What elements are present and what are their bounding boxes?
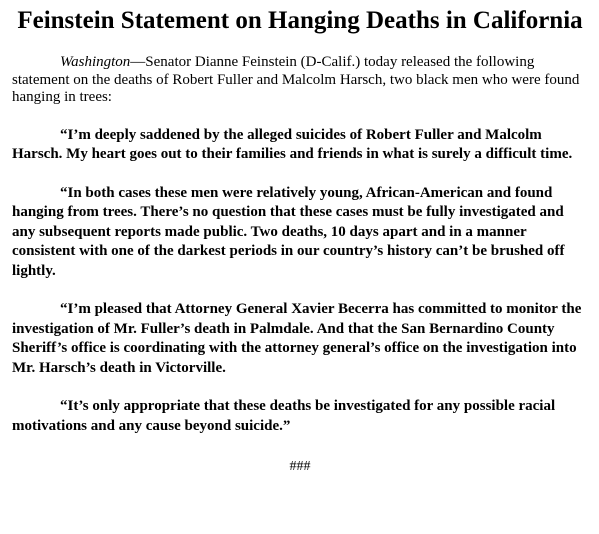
end-mark: ###	[289, 459, 311, 474]
page-title: Feinstein Statement on Hanging Deaths in California	[17, 7, 583, 34]
lead-text: —Senator Dianne Feinstein (D-Calif.) today released the following statement on the deaths of Robert Fuller and Malcolm Harsch, two black men who were found hanging in trees:	[12, 54, 580, 105]
quote-paragraph-1: “I’m deeply saddened by the alleged suicides of Robert Fuller and Malcolm Harsch. My heart goes out to their families and friends in what is surely a difficult time.	[12, 126, 573, 162]
quote-paragraph-4: “It’s only appropriate that these deaths be investigated for any possible racial motivations and any cause beyond suicide.”	[12, 398, 556, 434]
dateline: Washington	[60, 54, 131, 70]
press-release	[12, 0, 588, 475]
lead-paragraph	[12, 54, 588, 107]
quote-paragraph-2: “In both cases these men were relatively young, African-American and found hanging from trees. There’s no question that these cases must be fully investigated and any subsequent reports made public. Two deaths, 10 days apart and in a manner consistent with one of the darkest periods in our country’s history can’t be brushed off lightly.	[12, 184, 565, 279]
quote-paragraph-3: “I’m pleased that Attorney General Xavier Becerra has committed to monitor the investigation of Mr. Fuller’s death in Palmdale. And that the San Bernardino County Sheriff’s office is coordinating with the attorney general’s office on the investigation into Mr. Harsch’s death in Victorville.	[12, 301, 582, 376]
